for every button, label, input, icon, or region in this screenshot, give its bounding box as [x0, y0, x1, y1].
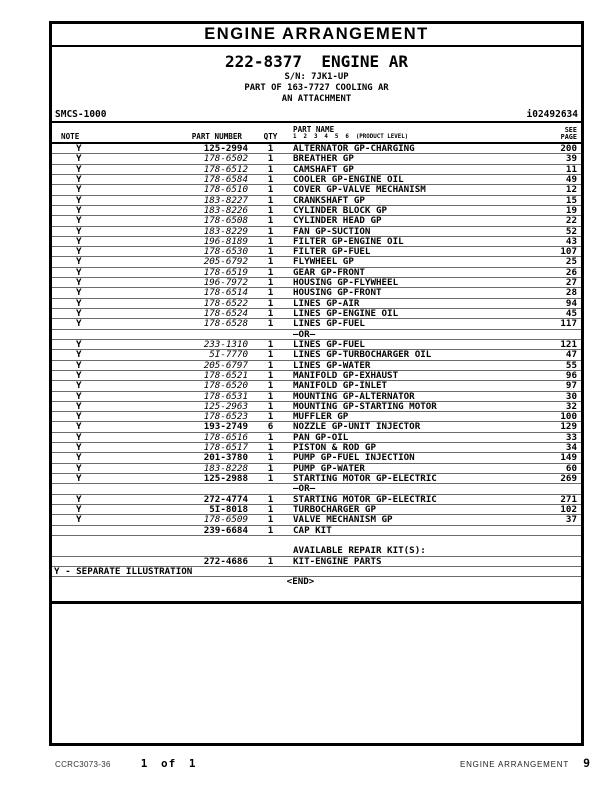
see-page-cell: 27 — [565, 277, 577, 289]
see-page-cell: 121 — [560, 338, 577, 350]
qty-cell: 1 — [267, 555, 274, 567]
part-number-cell: 178-6522 — [203, 297, 248, 309]
table-row — [52, 567, 581, 577]
qty-cell: 1 — [267, 400, 274, 412]
see-page-cell: 25 — [565, 256, 577, 268]
part-number-cell: 178-6509 — [203, 514, 248, 526]
part-name-cell: PISTON & ROD GP — [293, 442, 376, 454]
part-number-cell: 178-6508 — [203, 215, 248, 227]
qty-cell: 6 — [267, 421, 274, 433]
see-page-cell: 271 — [560, 493, 577, 505]
qty-cell: 1 — [267, 380, 274, 392]
qty-cell: 1 — [267, 503, 274, 515]
qty-cell: 1 — [267, 369, 274, 381]
part-number-cell: 178-6523 — [203, 411, 248, 423]
note-cell — [52, 526, 132, 535]
part-number-cell: 201-3780 — [203, 452, 248, 464]
part-number-cell: 178-6520 — [203, 380, 248, 392]
note-cell: Y — [76, 380, 82, 392]
part-name-cell: MANIFOLD GP-EXHAUST — [293, 369, 399, 381]
see-page-cell: 100 — [560, 411, 577, 423]
part-number-cell: 178-6502 — [203, 153, 248, 165]
see-page-cell: 94 — [565, 297, 577, 309]
note-cell: Y — [76, 277, 82, 289]
note-cell — [52, 536, 132, 546]
note-cell: Y — [76, 318, 82, 330]
note-cell: Y — [76, 194, 82, 206]
part-number-cell: 233-1310 — [203, 338, 248, 350]
see-page-cell: 37 — [565, 514, 577, 526]
qty-cell — [248, 536, 293, 546]
section-divider — [52, 601, 581, 604]
table-row — [52, 577, 581, 587]
note-cell — [52, 484, 132, 493]
row-span-text: Y - SEPARATE ILLUSTRATION — [54, 565, 193, 577]
part-name-cell: STARTING MOTOR GP-ELECTRIC — [293, 493, 437, 505]
see-page-cell: 129 — [560, 421, 577, 433]
note-cell: Y — [76, 143, 82, 154]
qty-cell: 1 — [267, 318, 274, 330]
see-page-cell: 34 — [565, 442, 577, 454]
form-number: CCRC3073-36 — [55, 760, 111, 769]
qty-cell: 1 — [267, 493, 274, 505]
part-name-cell: ALTERNATOR GP-CHARGING — [293, 143, 415, 154]
page-label: PAGE — [560, 133, 577, 141]
qty-cell: 1 — [267, 143, 274, 154]
part-number-cell: 125-2963 — [203, 400, 248, 412]
title-block — [52, 47, 581, 105]
part-number-cell: 178-6524 — [203, 308, 248, 319]
note-cell: Y — [76, 503, 82, 515]
part-name-cell: PUMP GP-WATER — [293, 462, 365, 474]
see-page-cell: 15 — [565, 194, 577, 206]
see-page-cell: 43 — [565, 235, 577, 247]
qty-cell: 1 — [267, 266, 274, 278]
note-cell: Y — [76, 421, 82, 433]
part-number-cell: 178-6516 — [203, 431, 248, 443]
see-page-cell: 12 — [565, 184, 577, 196]
note-cell: Y — [76, 390, 82, 402]
part-name-cell: FLYWHEEL GP — [293, 256, 354, 268]
part-number-cell: 178-6514 — [203, 287, 248, 299]
part-name-cell: VALVE MECHANISM GP — [293, 514, 393, 526]
qty-cell: 1 — [267, 246, 274, 258]
see-page-cell — [517, 546, 581, 555]
note-cell: Y — [76, 184, 82, 196]
part-number-cell: 196-7972 — [203, 277, 248, 289]
table-row — [52, 381, 581, 391]
part-number-cell: 125-2994 — [203, 143, 248, 154]
see-page-cell: 32 — [565, 400, 577, 412]
note-cell: Y — [76, 163, 82, 175]
note-cell: Y — [76, 431, 82, 443]
see-page-cell: 22 — [565, 215, 577, 227]
note-cell: Y — [76, 462, 82, 474]
footer-right-group — [460, 756, 590, 770]
note-cell — [52, 557, 132, 566]
qty-cell — [248, 546, 293, 555]
col-header-qty: QTY — [263, 132, 278, 141]
col-header-note: NOTE — [61, 132, 80, 141]
note-cell: Y — [76, 173, 82, 185]
part-number-cell: 183-8228 — [203, 462, 248, 474]
table-row — [52, 474, 581, 484]
part-name-cell: LINES GP-ENGINE OIL — [293, 308, 399, 319]
note-cell: Y — [76, 473, 82, 484]
see-page-cell — [517, 536, 581, 546]
qty-cell: 1 — [267, 308, 274, 319]
qty-cell: 1 — [267, 225, 274, 237]
part-number-cell: 178-6584 — [203, 173, 248, 185]
note-cell: Y — [76, 256, 82, 268]
part-name-cell: BREATHER GP — [293, 153, 354, 165]
note-cell: Y — [76, 338, 82, 350]
serial-number-line: S/N: 7JK1-UP — [284, 72, 349, 82]
part-name-cell: –OR– — [293, 483, 316, 495]
qty-cell: 1 — [267, 431, 274, 443]
part-name-cell: NOZZLE GP-UNIT INJECTOR — [293, 421, 421, 433]
part-name-cell: CAMSHAFT GP — [293, 163, 354, 175]
part-name-cell: FILTER GP-ENGINE OIL — [293, 235, 404, 247]
note-cell: Y — [76, 235, 82, 247]
page-title: ENGINE ARRANGEMENT — [204, 25, 429, 43]
part-number-cell — [132, 330, 248, 339]
parts-table — [52, 144, 581, 587]
part-name-cell: MUFFLER GP — [293, 411, 349, 423]
document-id: i02492634 — [526, 109, 578, 120]
part-name-cell: CYLINDER BLOCK GP — [293, 204, 388, 216]
note-cell: Y — [76, 246, 82, 258]
part-name-cell: PUMP GP-FUEL INJECTION — [293, 452, 415, 464]
see-page-cell: 52 — [565, 225, 577, 237]
part-name-cell: COVER GP-VALVE MECHANISM — [293, 184, 426, 196]
qty-cell — [248, 330, 293, 339]
part-name-cell: MOUNTING GP-STARTING MOTOR — [293, 400, 437, 412]
page-footer — [49, 756, 590, 770]
part-name-cell: CRANKSHAFT GP — [293, 194, 365, 206]
part-name-cell: LINES GP-FUEL — [293, 338, 365, 350]
see-page-cell: 39 — [565, 153, 577, 165]
part-name-label: PART NAME — [293, 125, 335, 134]
part-number-cell — [132, 546, 248, 555]
part-name-cell: LINES GP-AIR — [293, 297, 360, 309]
table-row — [52, 216, 581, 226]
qty-cell: 1 — [267, 452, 274, 464]
part-name-cell: TURBOCHARGER GP — [293, 503, 376, 515]
part-number-cell: 5I-7770 — [209, 349, 248, 361]
see-page-cell: 11 — [565, 163, 577, 175]
part-name-cell: STARTING MOTOR GP-ELECTRIC — [293, 473, 437, 484]
see-page-cell — [517, 330, 581, 339]
qty-cell: 1 — [267, 173, 274, 185]
table-header — [52, 123, 581, 144]
attachment-line: AN ATTACHMENT — [281, 94, 352, 104]
qty-cell: 1 — [267, 277, 274, 289]
row-span-text: <END> — [286, 576, 315, 588]
note-cell: Y — [76, 153, 82, 165]
see-page-cell: 45 — [565, 308, 577, 319]
qty-cell: 1 — [267, 462, 274, 474]
part-number-cell: 239-6684 — [203, 524, 248, 536]
note-cell: Y — [76, 411, 82, 423]
see-page-cell — [517, 484, 581, 493]
see-page-cell — [517, 557, 581, 566]
qty-cell: 1 — [267, 194, 274, 206]
part-number-cell: 178-6531 — [203, 390, 248, 402]
qty-cell: 1 — [267, 473, 274, 484]
qty-cell: 1 — [267, 359, 274, 371]
note-cell — [52, 330, 132, 339]
see-page-cell: 49 — [565, 173, 577, 185]
part-name-cell: LINES GP-WATER — [293, 359, 371, 371]
col-header-part-name — [293, 126, 517, 141]
note-cell: Y — [76, 204, 82, 216]
note-cell: Y — [76, 349, 82, 361]
part-name-cell: AVAILABLE REPAIR KIT(S): — [293, 545, 426, 557]
col-header-part-number: PART NUMBER — [191, 132, 242, 141]
note-cell: Y — [76, 225, 82, 237]
part-name-cell: –OR– — [293, 328, 316, 340]
note-cell: Y — [76, 359, 82, 371]
product-level-scale: 1 2 3 4 5 6 (PRODUCT LEVEL) — [293, 134, 409, 140]
see-page-cell: 96 — [565, 369, 577, 381]
qty-cell: 1 — [267, 297, 274, 309]
part-name-cell: HOUSING GP-FRONT — [293, 287, 382, 299]
note-cell: Y — [76, 493, 82, 505]
page-number: 9 — [583, 756, 590, 770]
note-cell: Y — [76, 287, 82, 299]
note-cell: Y — [76, 266, 82, 278]
note-cell: Y — [76, 297, 82, 309]
footer-section-title: ENGINE ARRANGEMENT — [459, 760, 570, 769]
see-page-cell: 107 — [560, 246, 577, 258]
note-cell: Y — [76, 442, 82, 454]
part-number-cell — [132, 484, 248, 493]
see-page-cell: 28 — [565, 287, 577, 299]
smcs-code: SMCS-1000 — [55, 109, 107, 120]
qty-cell: 1 — [267, 411, 274, 423]
note-cell: Y — [76, 215, 82, 227]
note-cell: Y — [76, 308, 82, 319]
part-name-cell: LINES GP-TURBOCHARGER OIL — [293, 349, 432, 361]
page-title-bar — [52, 24, 581, 47]
qty-cell: 1 — [267, 163, 274, 175]
qty-cell: 1 — [267, 514, 274, 526]
see-page-cell: 149 — [560, 452, 577, 464]
part-number-cell: 125-2988 — [203, 473, 248, 484]
part-number-cell: 178-6530 — [203, 246, 248, 258]
see-page-cell: 30 — [565, 390, 577, 402]
part-number-cell: 183-8229 — [203, 225, 248, 237]
smcs-row — [52, 109, 581, 123]
part-name-cell: CAP KIT — [293, 524, 332, 536]
part-name-cell: KIT-ENGINE PARTS — [293, 555, 382, 567]
note-cell: Y — [76, 369, 82, 381]
qty-cell: 1 — [267, 287, 274, 299]
see-page-cell: 55 — [565, 359, 577, 371]
qty-cell: 1 — [267, 153, 274, 165]
qty-cell: 1 — [267, 390, 274, 402]
see-page-cell: 102 — [560, 503, 577, 515]
part-number-cell: 178-6510 — [203, 184, 248, 196]
part-number-cell: 272-4774 — [203, 493, 248, 505]
qty-cell: 1 — [267, 204, 274, 216]
part-name-cell: HOUSING GP-FLYWHEEL — [293, 277, 399, 289]
part-name-cell: MOUNTING GP-ALTERNATOR — [293, 390, 415, 402]
see-page-cell: 19 — [565, 204, 577, 216]
qty-cell: 1 — [267, 338, 274, 350]
note-cell: Y — [76, 452, 82, 464]
part-name-cell: CYLINDER HEAD GP — [293, 215, 382, 227]
part-number-cell: 193-2749 — [203, 421, 248, 433]
qty-cell — [248, 484, 293, 493]
part-name-cell: MANIFOLD GP-INLET — [293, 380, 388, 392]
part-number-cell: 183-8227 — [203, 194, 248, 206]
part-number-cell: 5I-8018 — [209, 503, 248, 515]
part-number-cell: 196-8189 — [203, 235, 248, 247]
qty-cell: 1 — [267, 235, 274, 247]
see-page-cell: 33 — [565, 431, 577, 443]
note-cell: Y — [76, 400, 82, 412]
note-cell — [52, 546, 132, 555]
see-page-cell — [517, 526, 581, 535]
qty-cell: 1 — [267, 184, 274, 196]
part-number-cell: 178-6517 — [203, 442, 248, 454]
part-number-cell: 178-6512 — [203, 163, 248, 175]
see-page-cell: 60 — [565, 462, 577, 474]
part-name-cell: GEAR GP-FRONT — [293, 266, 365, 278]
content-frame — [49, 21, 584, 746]
part-of-line: PART OF 163-7727 COOLING AR — [244, 83, 389, 93]
col-header-see-page — [517, 127, 581, 141]
qty-cell: 1 — [267, 349, 274, 361]
see-page-cell: 269 — [560, 473, 577, 484]
part-number-cell — [132, 536, 248, 546]
sheet-indicator: 1 of 1 — [140, 757, 197, 770]
part-name-cell: FAN GP-SUCTION — [293, 225, 371, 237]
note-cell: Y — [76, 514, 82, 526]
qty-cell: 1 — [267, 524, 274, 536]
see-page-cell: 97 — [565, 380, 577, 392]
see-page-cell: 117 — [560, 318, 577, 330]
part-number-cell: 205-6792 — [203, 256, 248, 268]
part-name-cell: LINES GP-FUEL — [293, 318, 365, 330]
part-name-cell: COOLER GP-ENGINE OIL — [293, 173, 404, 185]
part-number-cell: 272-4686 — [203, 555, 248, 567]
part-number-cell: 178-6521 — [203, 369, 248, 381]
see-page-cell: 26 — [565, 266, 577, 278]
table-row — [52, 319, 581, 329]
part-name-cell: PAN GP-OIL — [293, 431, 349, 443]
see-label: SEE — [564, 126, 577, 134]
part-number-cell: 178-6528 — [203, 318, 248, 330]
part-number-cell: 183-8226 — [203, 204, 248, 216]
part-number-cell: 205-6797 — [203, 359, 248, 371]
qty-cell: 1 — [267, 215, 274, 227]
part-name-cell: FILTER GP-FUEL — [293, 246, 371, 258]
table-row — [52, 526, 581, 536]
see-page-cell: 200 — [560, 143, 577, 154]
qty-cell: 1 — [267, 256, 274, 268]
see-page-cell: 47 — [565, 349, 577, 361]
part-number-cell: 178-6519 — [203, 266, 248, 278]
assembly-title: 222-8377 ENGINE AR — [224, 52, 409, 71]
table-row — [52, 546, 581, 556]
qty-cell: 1 — [267, 442, 274, 454]
